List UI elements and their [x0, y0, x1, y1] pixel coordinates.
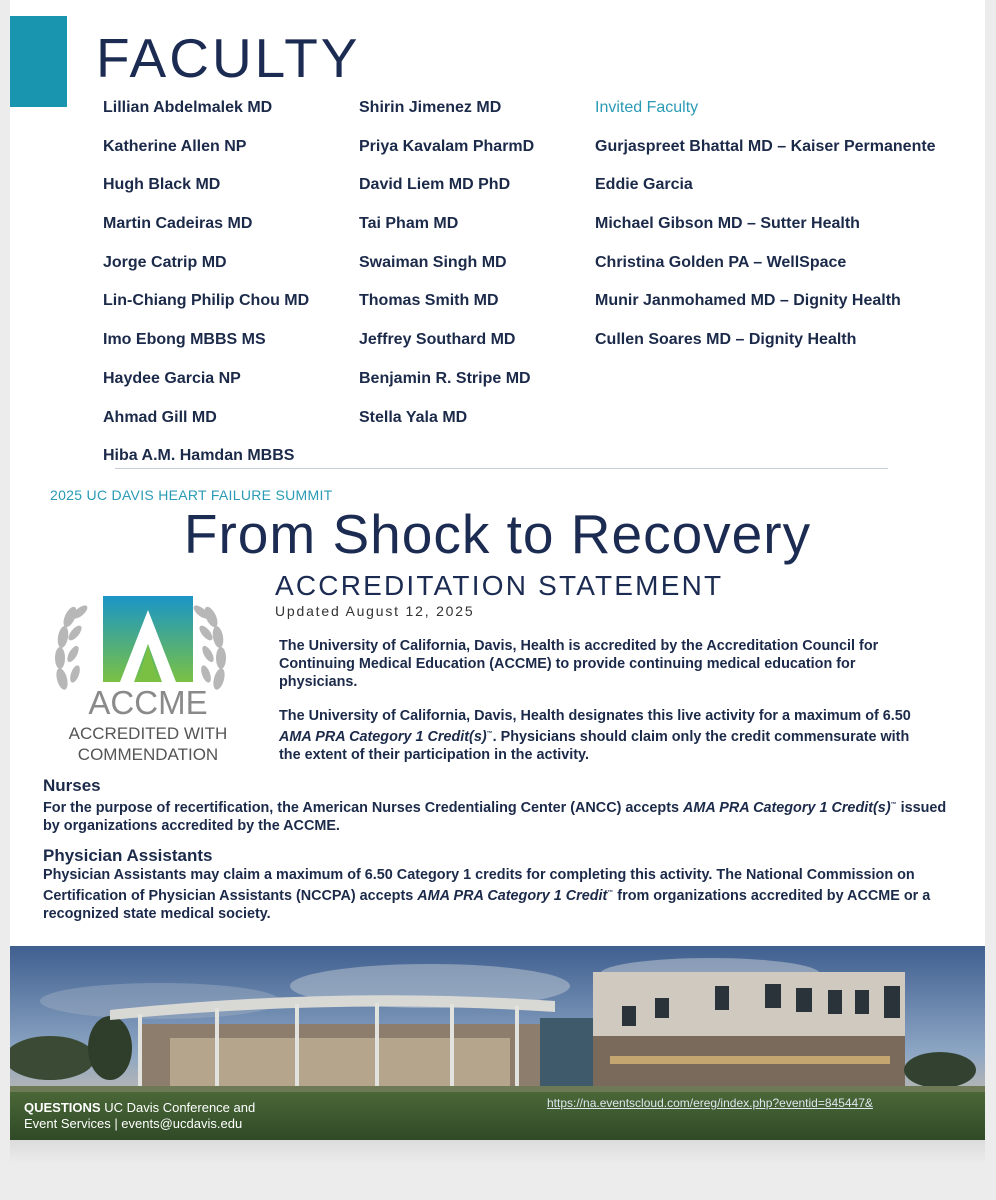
event-registration-link[interactable]: https://na.eventscloud.com/ereg/index.php?eventid=845447& [547, 1096, 873, 1110]
faculty-member: Jeffrey Southard MD [359, 331, 516, 349]
faculty-title: FACULTY [96, 27, 361, 89]
invited-faculty-member: Michael Gibson MD – Sutter Health [595, 215, 860, 233]
invited-faculty-list [595, 97, 936, 368]
faculty-member: Priya Kavalam PharmD [359, 137, 535, 155]
faculty-list-column-1 [103, 97, 309, 484]
accreditation-heading: ACCREDITATION STATEMENT [275, 570, 724, 601]
svg-text:COMMENDATION: COMMENDATION [77, 745, 219, 764]
invited-faculty-member: Cullen Soares MD – Dignity Health [595, 331, 857, 349]
faculty-member: Lin-Chiang Philip Chou MD [103, 292, 310, 310]
faculty-member: Thomas Smith MD [359, 292, 499, 310]
contact-email[interactable]: Event Services | events@ucdavis.edu [24, 1116, 243, 1131]
section-divider [115, 468, 888, 469]
accreditation-paragraph-2: The University of California, Davis, Health designates this live activity for a maximum of 6.50 AMA PRA Category 1 Credit(s)™. Physicians should claim only the credit commensurate with the extent of their participation in the activity. [279, 708, 911, 763]
summit-label: 2025 UC DAVIS HEART FAILURE SUMMIT [50, 487, 333, 503]
page-shadow [10, 1140, 985, 1164]
faculty-member: Lillian Abdelmalek MD [103, 99, 273, 116]
faculty-member: Imo Ebong MBBS MS [103, 331, 266, 349]
faculty-member: Katherine Allen NP [103, 137, 247, 155]
invited-faculty-member: Christina Golden PA – WellSpace [595, 253, 847, 271]
faculty-member: David Liem MD PhD [359, 176, 511, 194]
faculty-member: Jorge Catrip MD [103, 253, 227, 271]
faculty-member: Haydee Garcia NP [103, 369, 241, 387]
flyer-page [10, 0, 985, 1140]
svg-text:ACCME: ACCME [88, 684, 208, 721]
accreditation-paragraph-1: The University of California, Davis, Health is accredited by the Accreditation Council for Continuing Medical Education (ACCME) to provide continuing medical education for physicians. [279, 638, 879, 690]
questions-contact: QUESTIONS UC Davis Conference and Event Services | events@ucdavis.edu [24, 1100, 256, 1131]
faculty-member: Swaiman Singh MD [359, 253, 507, 271]
invited-faculty-member: Munir Janmohamed MD – Dignity Health [595, 292, 901, 310]
nurses-heading: Nurses [43, 776, 101, 795]
accent-block [10, 16, 67, 107]
faculty-member: Martin Cadeiras MD [103, 215, 253, 233]
accreditation-updated-date: Updated August 12, 2025 [275, 603, 475, 619]
faculty-member: Tai Pham MD [359, 215, 459, 233]
faculty-member: Ahmad Gill MD [103, 408, 217, 426]
faculty-member: Benjamin R. Stripe MD [359, 369, 531, 387]
svg-text:ACCREDITED WITH: ACCREDITED WITH [68, 724, 228, 743]
physician-assistants-heading: Physician Assistants [43, 846, 213, 865]
faculty-member: Hugh Black MD [103, 176, 221, 194]
accme-accreditation-logo [48, 592, 233, 767]
faculty-list-column-2 [359, 97, 534, 445]
faculty-member: Hiba A.M. Hamdan MBBS [103, 447, 295, 465]
faculty-member: Shirin Jimenez MD [359, 99, 502, 116]
physician-assistants-statement: Physician Assistants may claim a maximum of 6.50 Category 1 credits for completing this activity. The National Commission on Certification of Physician Assistants (NCCPA) accepts AMA PRA Category 1 Credit™ from organizations accredited by ACCME or a recognized state medical society. [43, 867, 931, 922]
faculty-member: Stella Yala MD [359, 408, 468, 426]
invited-faculty-member: Gurjaspreet Bhattal MD – Kaiser Permanente [595, 137, 936, 155]
invited-faculty-heading: Invited Faculty [595, 99, 699, 116]
nurses-statement: For the purpose of recertification, the American Nurses Credentialing Center (ANCC) accepts AMA PRA Category 1 Credit(s)™ issued by organizations accredited by the ACCME. [43, 799, 947, 834]
event-title: From Shock to Recovery [183, 503, 812, 565]
invited-faculty-member: Eddie Garcia [595, 176, 693, 194]
